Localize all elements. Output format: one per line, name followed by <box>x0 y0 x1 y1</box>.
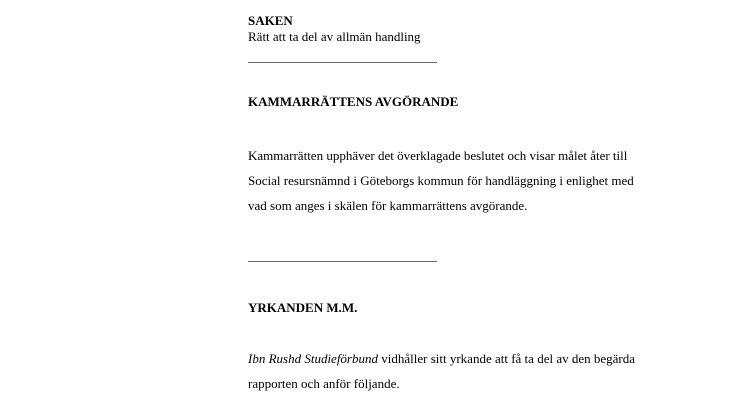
decision-line-3: vad som anges i skälen för kammarrättens avgörande. <box>248 198 528 213</box>
divider-top <box>248 62 437 63</box>
saken-subject: Rätt att ta del av allmän handling <box>248 29 421 44</box>
decision-line-2: Social resursnämnd i Göteborgs kommun för handläggning i enlighet med <box>248 173 634 188</box>
decision-heading: KAMMARRÄTTENS AVGÖRANDE <box>248 94 459 109</box>
claims-heading: YRKANDEN M.M. <box>248 300 358 315</box>
claims-line-2: rapporten och anför följande. <box>248 376 400 391</box>
claims-party-name: Ibn Rushd Studieförbund <box>248 351 378 366</box>
claims-line-1-rest: vidhåller sitt yrkande att få ta del av den begärda <box>378 351 636 366</box>
claims-paragraph <box>248 346 718 396</box>
saken-section <box>248 13 718 45</box>
decision-line-1: Kammarrätten upphäver det överklagade beslutet och visar målet åter till <box>248 148 628 163</box>
divider-middle <box>248 261 437 262</box>
claims-line-1 <box>248 346 718 371</box>
saken-label: SAKEN <box>248 13 293 28</box>
decision-paragraph <box>248 143 718 218</box>
